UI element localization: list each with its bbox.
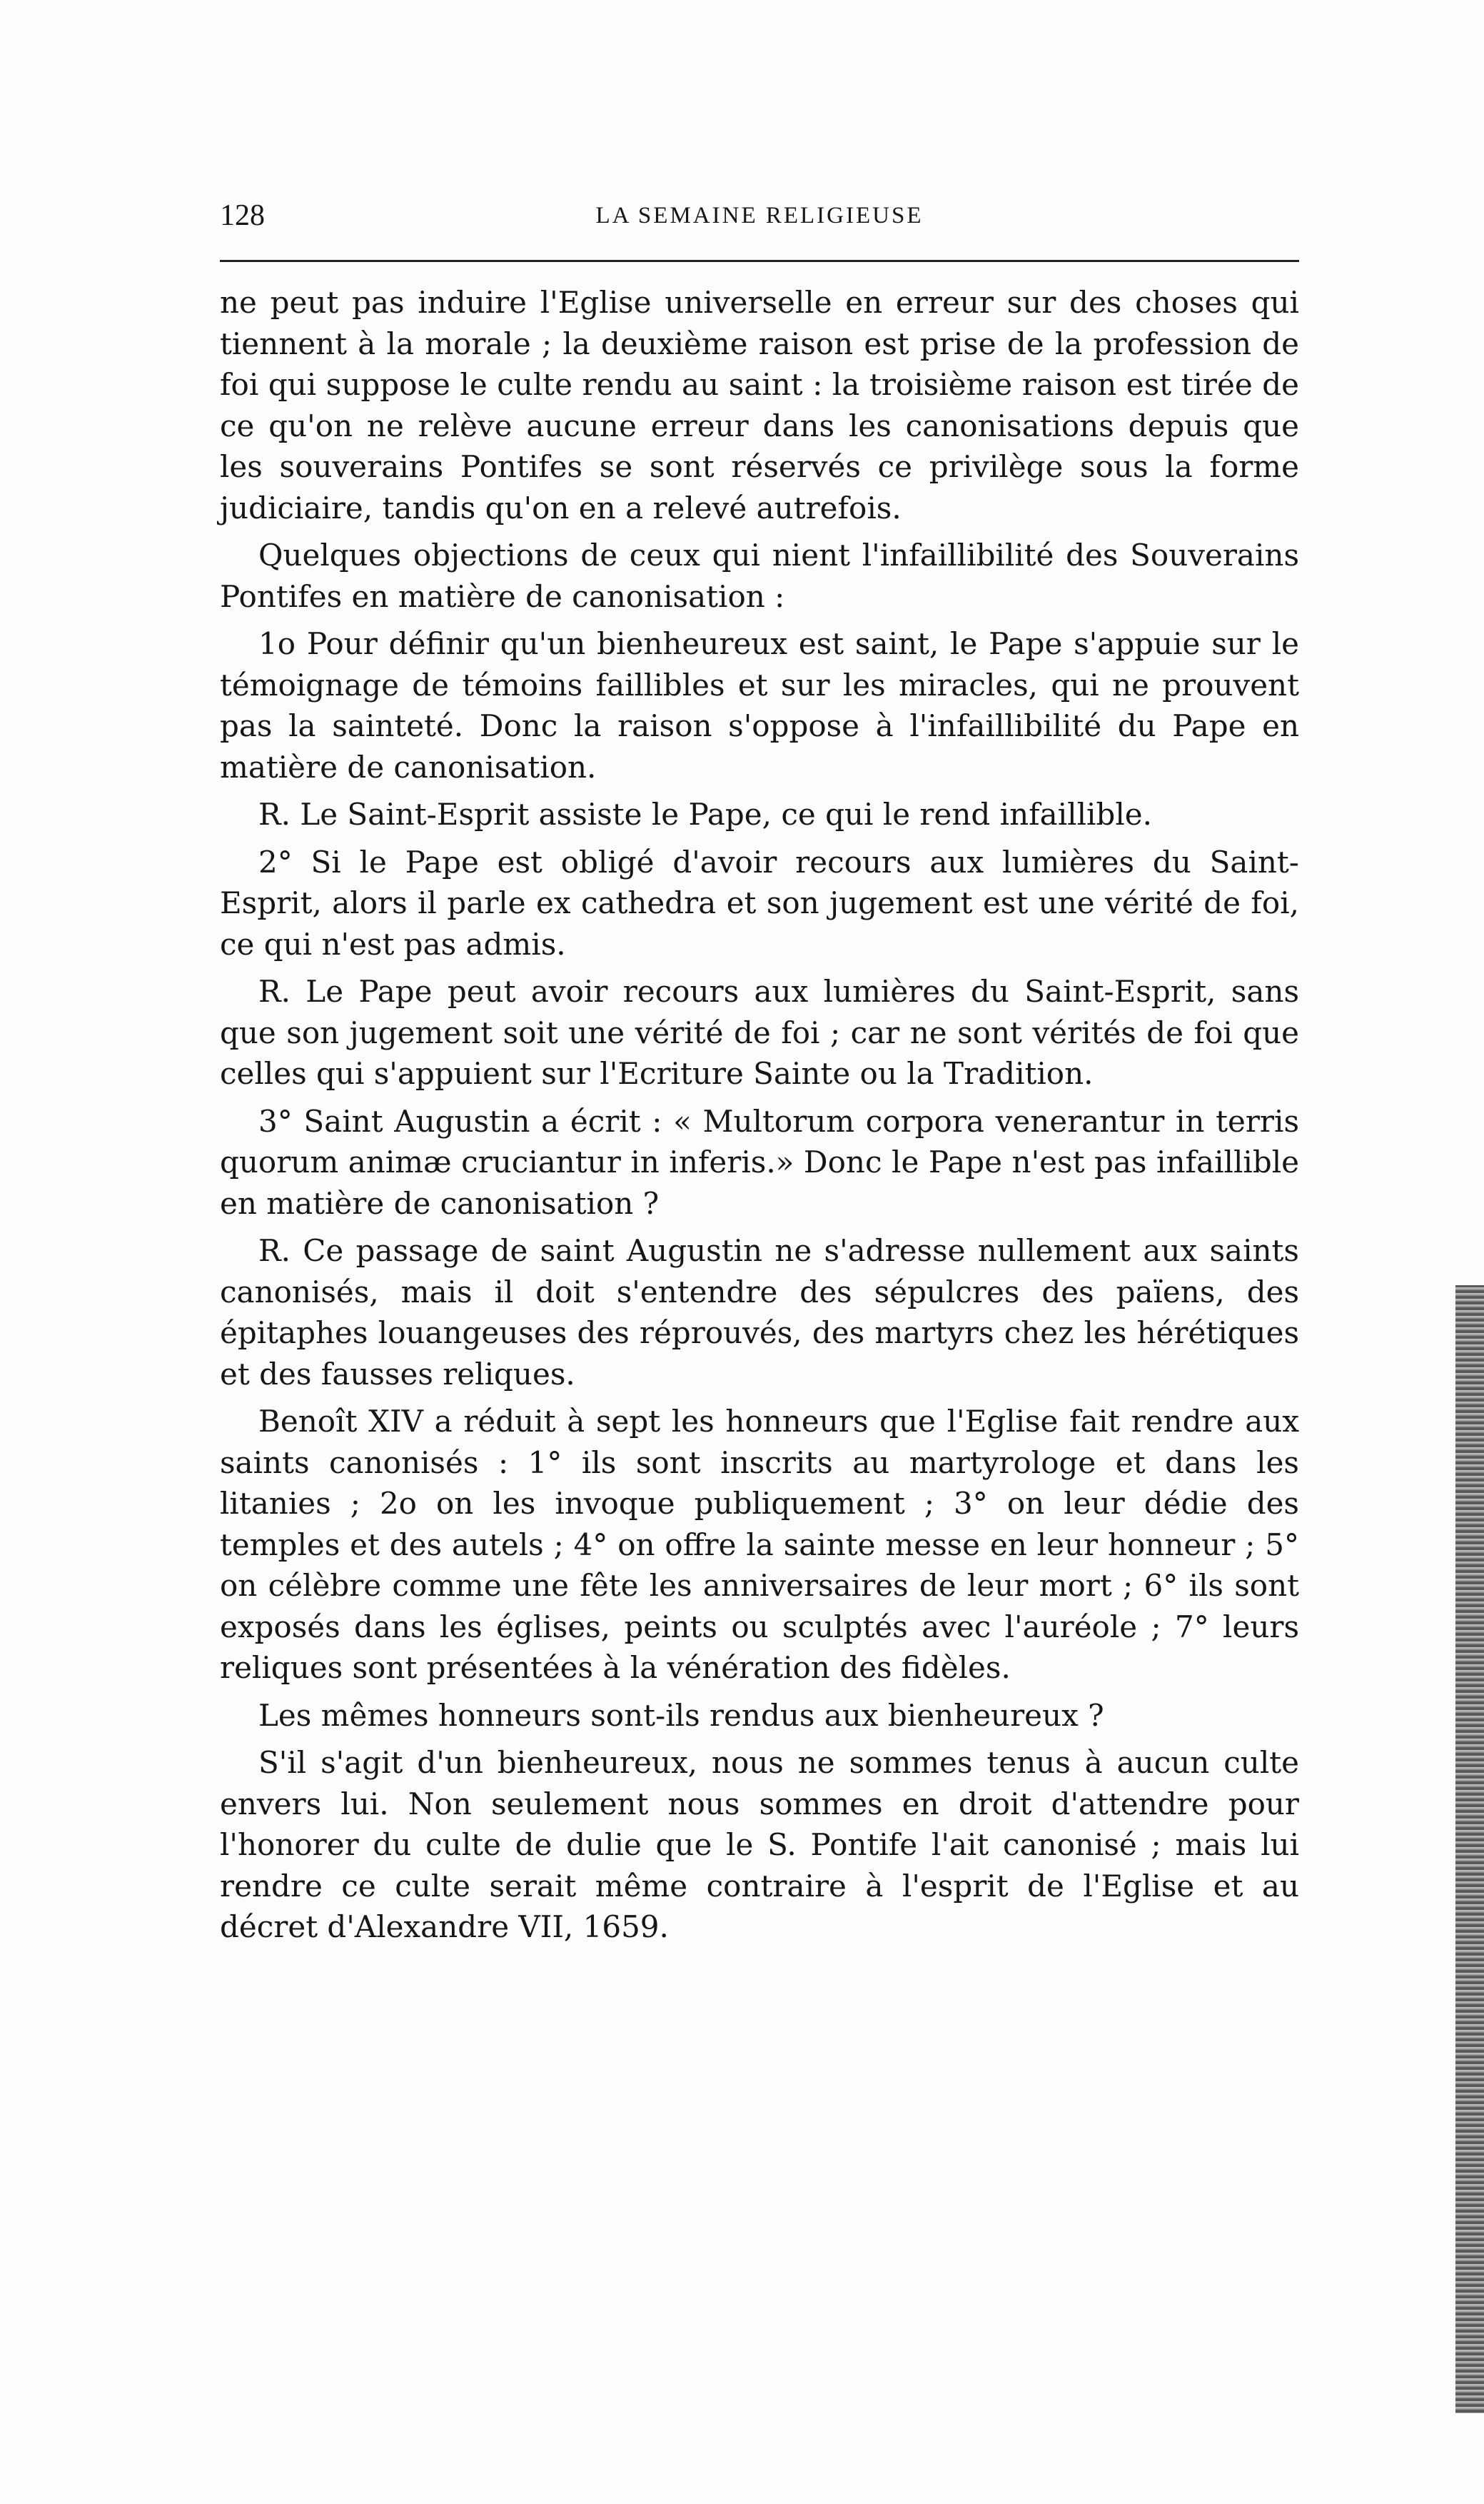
paragraph-question: Les mêmes honneurs sont-ils rendus aux bienheureux ? — [258, 1697, 1104, 1733]
paragraph-blessed: S'il s'agit d'un bienheureux, nous ne sommes tenus à aucun culte envers lui. Non seulement nous sommes en droit d'attendre pour l'honorer du culte de dulie que le S. Pontife l'ait canonisé ; mais lui rendre ce culte serait même contraire à l'esprit de l'Eglise et au décret d'Alexandre VII, 1659. — [220, 1745, 1299, 1944]
page-number: 128 — [220, 199, 265, 232]
paragraph-response-1: R. Le Saint-Esprit assiste le Pape, ce qui le rend infaillible. — [258, 797, 1152, 832]
scan-edge-shadow — [1455, 1285, 1484, 2413]
book-page — [220, 194, 1299, 1954]
paragraph-response-2: R. Le Pape peut avoir recours aux lumières du Saint-Esprit, sans que son jugement soit une vérité de foi ; car ne sont vérités de foi que celles qui s'appuient sur l'Ecriture Sainte ou la Tradition. — [220, 974, 1299, 1091]
paragraph-response-3: R. Ce passage de saint Augustin ne s'adresse nullement aux saints canonisés, mais il doit s'entendre des sépulcres des païens, des épitaphes louangeuses des réprouvés, des martyrs chez les hérétiques et des fausses reliques. — [220, 1233, 1299, 1392]
paragraph-honours: Benoît XIV a réduit à sept les honneurs que l'Eglise fait rendre aux saints canonisés : 1° ils sont inscrits au martyrologe et dans les litanies ; 2o on les invoque publiquement ; 3° on leur dédie des temples et des autels ; 4° on offre la sainte messe en leur honneur ; 5° on célèbre comme une fête les anniversaires de leur mort ; 6° ils sont exposés dans les églises, peints ou sculptés avec l'auréole ; 7° leurs reliques sont présentées à la vénération des fidèles. — [220, 1404, 1299, 1685]
paragraph-objection-3: 3° Saint Augustin a écrit : « Multorum corpora venerantur in terris quorum animæ cruciantur in inferis.» Donc le Pape n'est pas infaillible en matière de canonisation ? — [220, 1103, 1299, 1221]
paragraph-objection-1: 1o Pour définir qu'un bienheureux est saint, le Pape s'appuie sur le témoignage de témoins faillibles et sur les miracles, qui ne prouvent pas la sainteté. Donc la raison s'oppose à l'infaillibilité du Pape en matière de canonisation. — [220, 626, 1299, 785]
running-title: LA SEMAINE RELIGIEUSE — [595, 203, 924, 228]
paragraph-continuation: ne peut pas induire l'Eglise universelle en erreur sur des choses qui tiennent à la morale ; la deuxième raison est prise de la profession de foi qui suppose le culte rendu au saint : la troisième raison est tirée de ce qu'on ne relève aucune erreur dans les canonisations depuis que les souverains Pontifes se sont réservés ce privilège sous la forme judiciaire, tandis qu'on en a relevé autrefois. — [220, 285, 1299, 526]
paragraph-objections-intro: Quelques objections de ceux qui nient l'infaillibilité des Souverains Pontifes en matière de canonisation : — [220, 538, 1299, 614]
body-text — [220, 282, 1299, 1948]
header-rule — [220, 260, 1299, 262]
page-header — [220, 194, 1299, 237]
paragraph-objection-2: 2° Si le Pape est obligé d'avoir recours aux lumières du Saint-Esprit, alors il parle ex cathedra et son jugement est une vérité de foi, ce qui n'est pas admis. — [220, 844, 1299, 962]
